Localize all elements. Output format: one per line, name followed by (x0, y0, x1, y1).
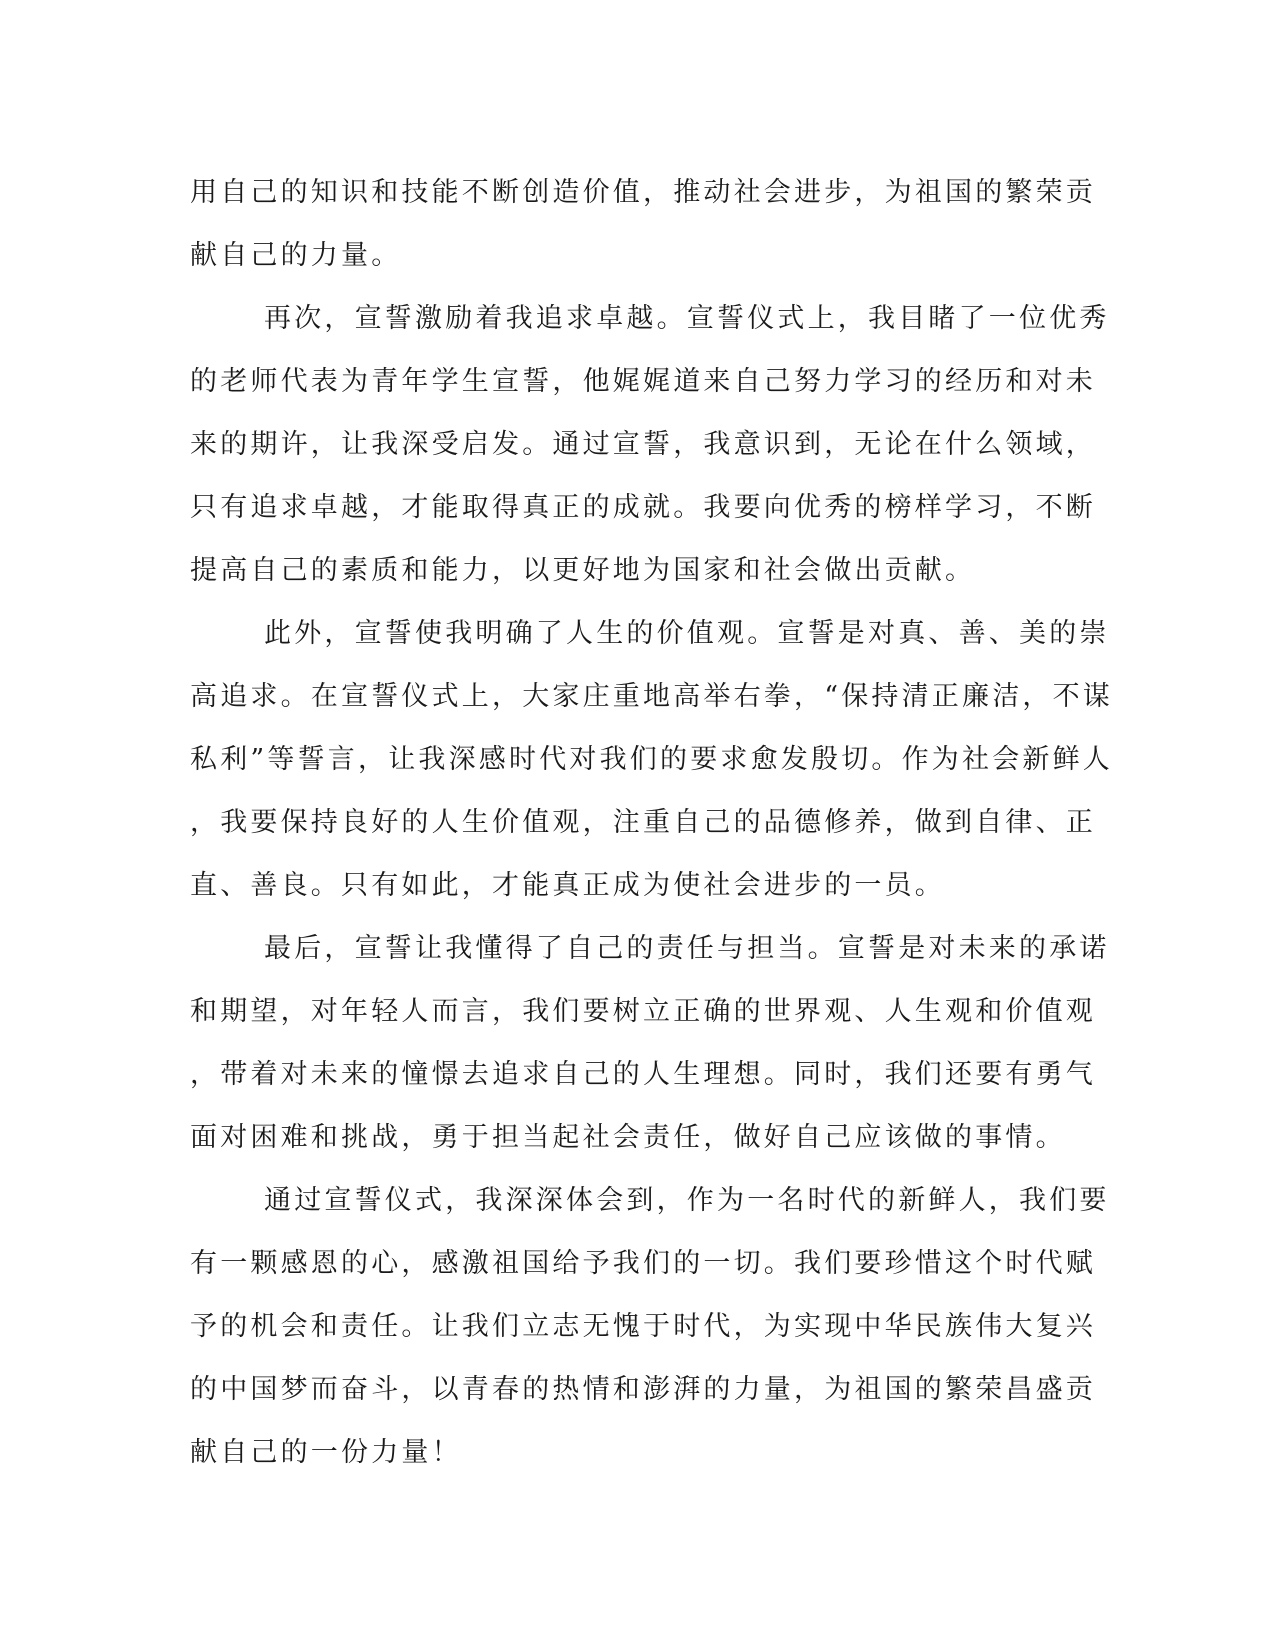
text-line: 的中国梦而奋斗，以青春的热情和澎湃的力量，为祖国的繁荣昌盛贡 (190, 1374, 1096, 1405)
text-line: 予的机会和责任。让我们立志无愧于时代，为实现中华民族伟大复兴 (190, 1311, 1096, 1342)
text-line: 和期望，对年轻人而言，我们要树立正确的世界观、人生观和价值观 (190, 996, 1096, 1027)
text-line: 有一颗感恩的心，感激祖国给予我们的一切。我们要珍惜这个时代赋 (190, 1248, 1096, 1279)
text-line: 献自己的力量。 (190, 240, 402, 271)
text-line: 高追求。在宣誓仪式上，大家庄重地高举右拳，“保持清正廉洁，不谋 (190, 681, 1114, 712)
text-line: 来的期许，让我深受启发。通过宣誓，我意识到，无论在什么领域， (190, 429, 1096, 460)
text-line: 献自己的一份力量！ (190, 1437, 462, 1468)
text-line: 直、善良。只有如此，才能真正成为使社会进步的一员。 (190, 870, 945, 901)
text-line: 只有追求卓越，才能取得真正的成就。我要向优秀的榜样学习，不断 (190, 492, 1096, 523)
paragraph-first-line: 此外，宣誓使我明确了人生的价值观。宣誓是对真、善、美的崇 (264, 618, 1110, 649)
text-line: ，我要保持良好的人生价值观，注重自己的品德修养，做到自律、正 (190, 807, 1096, 838)
text-line: 面对困难和挑战，勇于担当起社会责任，做好自己应该做的事情。 (190, 1122, 1066, 1153)
text-line: ，带着对未来的憧憬去追求自己的人生理想。同时，我们还要有勇气 (190, 1059, 1096, 1090)
paragraph-first-line: 通过宣誓仪式，我深深体会到，作为一名时代的新鲜人，我们要 (264, 1185, 1110, 1216)
paragraph-first-line: 最后，宣誓让我懂得了自己的责任与担当。宣誓是对未来的承诺 (264, 933, 1110, 964)
paragraph-first-line: 再次，宣誓激励着我追求卓越。宣誓仪式上，我目睹了一位优秀 (264, 303, 1110, 334)
text-line: 私利”等誓言，让我深感时代对我们的要求愈发殷切。作为社会新鲜人 (190, 744, 1114, 775)
text-line: 提高自己的素质和能力，以更好地为国家和社会做出贡献。 (190, 555, 976, 586)
text-line: 的老师代表为青年学生宣誓，他娓娓道来自己努力学习的经历和对未 (190, 366, 1096, 397)
body-text (190, 161, 1114, 1484)
text-line: 用自己的知识和技能不断创造价值，推动社会进步，为祖国的繁荣贡 (190, 177, 1096, 208)
